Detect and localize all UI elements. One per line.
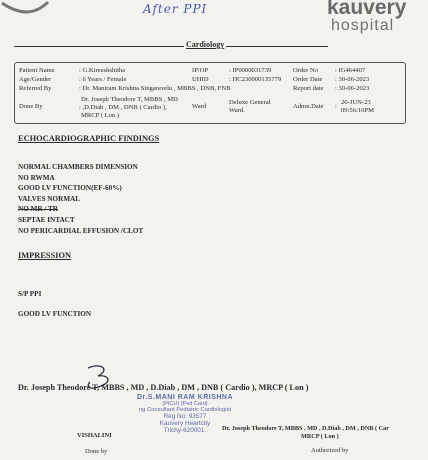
referred-by-value: : Dr. Maniram Krishna Singaravelu , MBBS , DNB, FNB <box>79 85 231 92</box>
stamp-line: Trichy-620001. <box>163 427 207 434</box>
ipop-label: IP/OP <box>192 67 209 74</box>
patient-name-value: : G.Kireeshshitha <box>79 67 126 74</box>
stamp-line: Dr.S.MANI RAM KRISHNA <box>136 394 234 401</box>
admn-colon: : <box>335 103 337 110</box>
done-by-label: Done By <box>19 103 43 110</box>
stamp-line: Reg No: 93577 <box>163 413 207 420</box>
stamp-line: ng Consultant Pediatric Cardiologist <box>138 407 232 413</box>
impression-heading: IMPRESSION <box>18 251 72 260</box>
header-rule <box>14 46 328 47</box>
admn-date-label: Admn.Date <box>293 103 324 110</box>
age-label: Age/Gender <box>19 76 52 83</box>
report-date-value: : 30-06-2023 <box>335 85 370 92</box>
finding-item: GOOD LV FUNCTION(EF-60%) <box>18 184 122 193</box>
finding-item: NORMAL CHAMBERS DIMENSION <box>18 163 138 171</box>
uhid-value: : HC230000135779 <box>229 76 282 83</box>
patient-info-box <box>14 62 406 124</box>
ward-label: Ward <box>192 103 207 110</box>
findings-list <box>18 162 143 236</box>
age-value: : 6 Years / Female <box>79 76 127 83</box>
done-by-caption: Done by <box>85 448 108 455</box>
done-by-value-1: Dr. Joseph Theodore T, MBBS , MD <box>81 96 178 103</box>
finding-item: NO PERICARDIAL EFFUSION /CLOT <box>18 226 144 235</box>
order-no-value: : IG464407 <box>335 67 366 74</box>
brand-sub: hospital <box>331 17 395 34</box>
finding-item: SEPTAE INTACT <box>18 215 75 224</box>
ward-value-2: Ward. <box>229 107 245 114</box>
order-date-label: Order Date <box>293 76 323 83</box>
order-date-value: : 30-06-2023 <box>335 76 370 83</box>
technician-name: VISHALINI <box>77 432 112 439</box>
impression-line-2: GOOD LV FUNCTION <box>18 310 92 318</box>
authorizer-name-1: Dr. Joseph Theodore T, MBBS , MD , D.Diab , DM , DNB ( Car <box>222 425 389 432</box>
handwritten-note: After PPI <box>143 2 208 16</box>
finding-item: VALVES NORMAL <box>18 194 81 203</box>
ipop-value: : IP0000031739 <box>229 67 272 74</box>
ward-value-1: Deluxe General <box>229 99 271 106</box>
admn-date-value-2: 09:56:16PM <box>341 107 374 114</box>
doctor-signature-line: Dr. Joseph Theodore T, MBBS , MD , D.Diab , DM , DNB ( Cardio ), MRCP ( Lon ) <box>18 383 309 392</box>
order-no-label: Order No <box>293 67 319 74</box>
referred-by-label: Referred By <box>19 85 52 92</box>
impression-line-1: S/P PPI <box>18 290 42 298</box>
patient-name-label: Patient Name <box>19 67 55 74</box>
finding-item: NO MR / TR <box>18 205 58 214</box>
scan-corner-mark <box>0 0 52 24</box>
done-by-value-2: : ,D.Diab , DM , DNB ( Cardio ), <box>79 104 167 111</box>
authorized-by-caption: Authorized by <box>311 447 349 454</box>
uhid-label: UHID <box>192 76 209 83</box>
finding-item: NO RWMA <box>18 173 55 182</box>
findings-heading: ECHOCARDIOGRAPHIC FINDINGS <box>18 134 160 143</box>
brand-name: kauvery <box>327 0 407 19</box>
done-by-value-3: MRCP ( Lon ) <box>81 112 120 119</box>
admn-date-value-1: 26-JUN-23 <box>341 99 371 106</box>
department-title: Cardiology <box>186 40 225 49</box>
report-date-label: Report date <box>293 85 324 92</box>
stamp-line: Kauvery Heartcity <box>159 420 211 427</box>
authorizer-name-2: MRCP ( Lon ) <box>301 433 339 440</box>
stamp-line: (PICU) (Ped Card) <box>162 401 208 407</box>
